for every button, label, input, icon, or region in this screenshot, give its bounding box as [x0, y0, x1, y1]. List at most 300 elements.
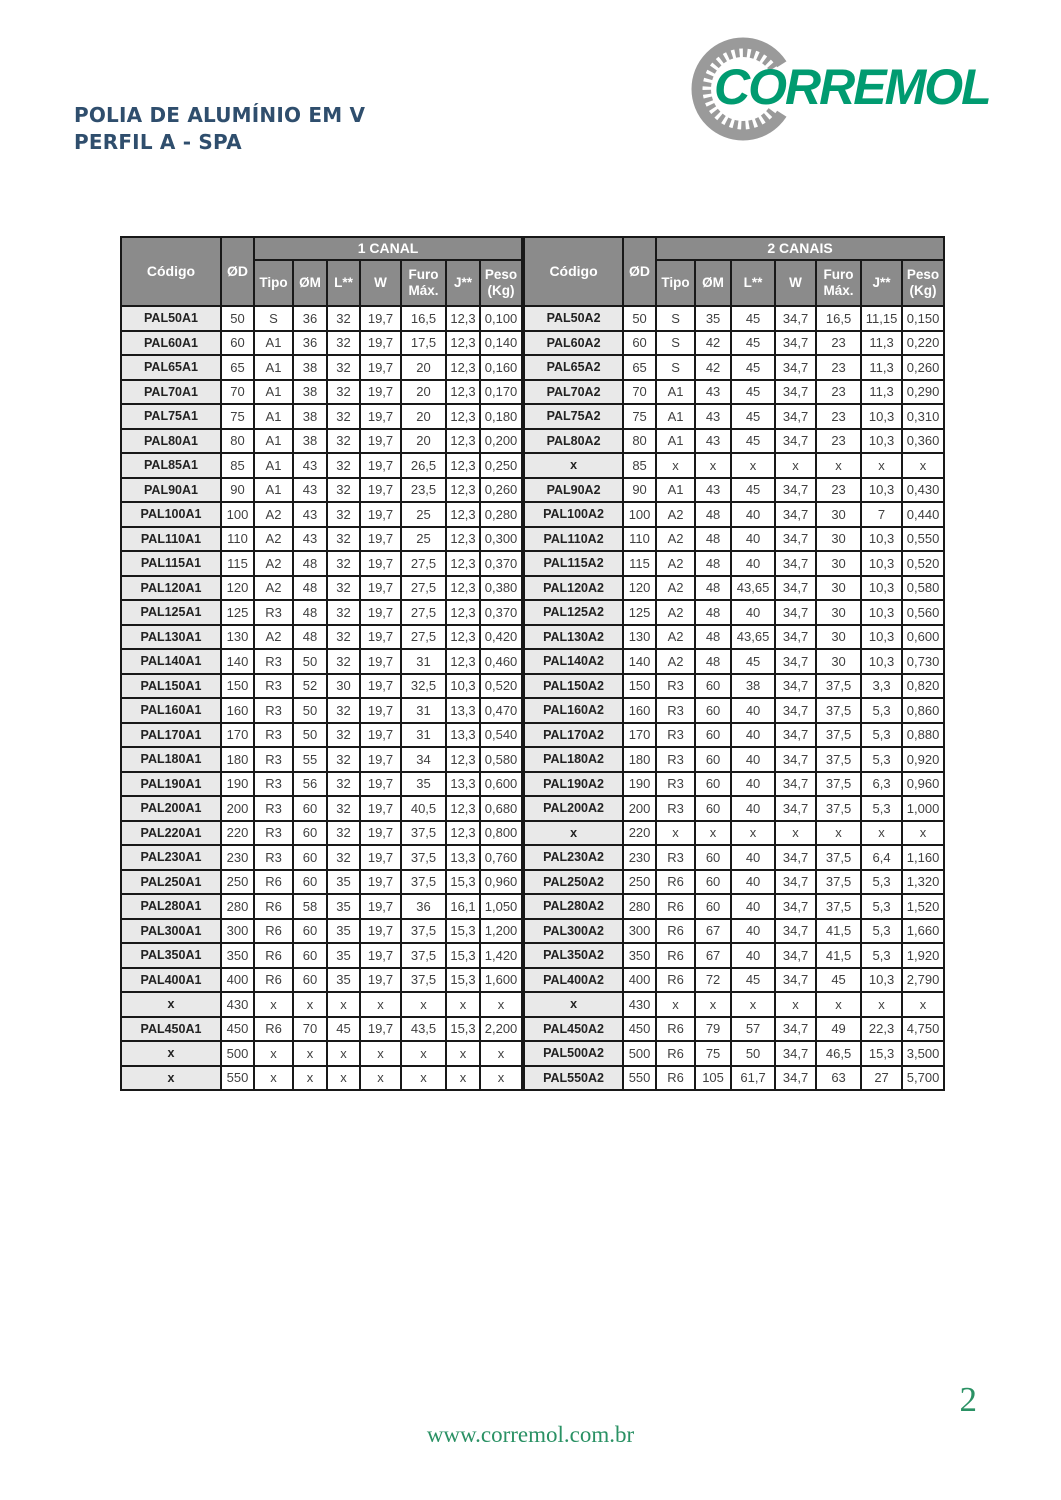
value-cell: 32	[327, 502, 360, 527]
value-cell: 34,7	[775, 698, 816, 723]
value-cell: 0,680	[480, 796, 523, 821]
value-cell: 34,7	[775, 404, 816, 429]
table-row	[121, 1017, 944, 1042]
value-cell: x	[861, 992, 902, 1017]
value-cell: 130	[221, 625, 254, 650]
value-cell: 0,960	[902, 772, 944, 797]
value-cell: 34,7	[775, 870, 816, 895]
value-cell: 37,5	[816, 698, 861, 723]
value-cell: 48	[695, 600, 731, 625]
value-cell: 6,3	[861, 772, 902, 797]
col-header-w-2canais: W	[775, 260, 816, 306]
value-cell: 250	[623, 870, 656, 895]
value-cell: x	[695, 992, 731, 1017]
value-cell: 12,3	[446, 404, 480, 429]
value-cell: x	[254, 1066, 293, 1091]
value-cell: 34,7	[775, 600, 816, 625]
value-cell: 16,5	[816, 306, 861, 331]
value-cell: 100	[623, 502, 656, 527]
value-cell: 27	[861, 1066, 902, 1091]
codigo-cell: PAL400A2	[523, 968, 623, 993]
value-cell: 11,15	[861, 306, 902, 331]
value-cell: 0,310	[902, 404, 944, 429]
value-cell: 57	[731, 1017, 775, 1042]
value-cell: 15,3	[446, 870, 480, 895]
value-cell: A2	[254, 527, 293, 552]
value-cell: 32	[327, 772, 360, 797]
website-link[interactable]: www.corremol.com.br	[426, 1422, 635, 1447]
value-cell: 16,5	[401, 306, 446, 331]
table-row	[121, 919, 944, 944]
value-cell: x	[695, 821, 731, 846]
value-cell: 0,200	[480, 429, 523, 454]
value-cell: 0,520	[902, 551, 944, 576]
value-cell: 79	[695, 1017, 731, 1042]
value-cell: 70	[221, 380, 254, 405]
value-cell: 90	[623, 478, 656, 503]
codigo-cell: PAL130A2	[523, 625, 623, 650]
value-cell: 65	[623, 355, 656, 380]
table-row	[121, 992, 944, 1017]
value-cell: 37,5	[816, 870, 861, 895]
codigo-cell: PAL70A2	[523, 380, 623, 405]
value-cell: 34,7	[775, 894, 816, 919]
value-cell: A1	[656, 404, 695, 429]
value-cell: 32,5	[401, 674, 446, 699]
value-cell: 19,7	[360, 747, 401, 772]
value-cell: 70	[293, 1017, 327, 1042]
value-cell: 19,7	[360, 502, 401, 527]
value-cell: 60	[695, 772, 731, 797]
value-cell: 48	[695, 625, 731, 650]
value-cell: 32	[327, 845, 360, 870]
value-cell: 34,7	[775, 674, 816, 699]
codigo-cell: PAL70A1	[121, 380, 221, 405]
value-cell: 34,7	[775, 772, 816, 797]
value-cell: A1	[656, 380, 695, 405]
value-cell: 120	[623, 576, 656, 601]
value-cell: 500	[623, 1041, 656, 1066]
value-cell: x	[731, 453, 775, 478]
table-row	[121, 576, 944, 601]
value-cell: 10,3	[861, 404, 902, 429]
value-cell: 32	[327, 527, 360, 552]
value-cell: 34,7	[775, 551, 816, 576]
value-cell: 12,3	[446, 380, 480, 405]
value-cell: 12,3	[446, 355, 480, 380]
value-cell: 400	[623, 968, 656, 993]
value-cell: 30	[816, 600, 861, 625]
table-row	[121, 698, 944, 723]
value-cell: 550	[221, 1066, 254, 1091]
table-row	[121, 894, 944, 919]
value-cell: 200	[623, 796, 656, 821]
value-cell: 48	[293, 551, 327, 576]
value-cell: 31	[401, 649, 446, 674]
value-cell: 40	[731, 870, 775, 895]
col-header-l-1canal: L**	[327, 260, 360, 306]
value-cell: 72	[695, 968, 731, 993]
value-cell: 450	[221, 1017, 254, 1042]
value-cell: 23	[816, 478, 861, 503]
value-cell: 30	[816, 576, 861, 601]
value-cell: x	[775, 453, 816, 478]
value-cell: 48	[293, 625, 327, 650]
value-cell: 45	[731, 355, 775, 380]
value-cell: 34,7	[775, 306, 816, 331]
value-cell: 0,250	[480, 453, 523, 478]
value-cell: 50	[293, 723, 327, 748]
value-cell: 36	[293, 306, 327, 331]
value-cell: 12,3	[446, 502, 480, 527]
value-cell: 60	[293, 821, 327, 846]
value-cell: 90	[221, 478, 254, 503]
value-cell: A1	[254, 429, 293, 454]
codigo-cell: PAL90A2	[523, 478, 623, 503]
codigo-cell: PAL170A1	[121, 723, 221, 748]
value-cell: 10,3	[861, 968, 902, 993]
value-cell: 31	[401, 723, 446, 748]
value-cell: 34,7	[775, 1066, 816, 1091]
value-cell: 35	[695, 306, 731, 331]
table-header-row-groups	[121, 237, 944, 260]
value-cell: x	[480, 1066, 523, 1091]
value-cell: 150	[623, 674, 656, 699]
codigo-cell: PAL50A2	[523, 306, 623, 331]
value-cell: 20	[401, 380, 446, 405]
value-cell: 350	[623, 943, 656, 968]
value-cell: 43	[695, 404, 731, 429]
value-cell: 32	[327, 796, 360, 821]
value-cell: 230	[623, 845, 656, 870]
value-cell: x	[902, 992, 944, 1017]
value-cell: 40	[731, 502, 775, 527]
value-cell: 43	[293, 478, 327, 503]
value-cell: 1,600	[480, 968, 523, 993]
value-cell: 60	[695, 698, 731, 723]
value-cell: 45	[327, 1017, 360, 1042]
value-cell: 61,7	[731, 1066, 775, 1091]
value-cell: R6	[656, 1017, 695, 1042]
value-cell: 430	[623, 992, 656, 1017]
value-cell: 1,660	[902, 919, 944, 944]
value-cell: 50	[293, 698, 327, 723]
value-cell: A2	[254, 625, 293, 650]
codigo-cell: PAL60A2	[523, 331, 623, 356]
value-cell: 19,7	[360, 478, 401, 503]
value-cell: 1,200	[480, 919, 523, 944]
value-cell: 19,7	[360, 845, 401, 870]
value-cell: 32	[327, 698, 360, 723]
value-cell: 16,1	[446, 894, 480, 919]
value-cell: x	[861, 821, 902, 846]
codigo-cell: PAL115A1	[121, 551, 221, 576]
value-cell: 43	[293, 502, 327, 527]
value-cell: R6	[656, 870, 695, 895]
value-cell: 0,560	[902, 600, 944, 625]
value-cell: 75	[623, 404, 656, 429]
value-cell: 0,260	[480, 478, 523, 503]
value-cell: x	[293, 1041, 327, 1066]
value-cell: 0,360	[902, 429, 944, 454]
value-cell: 550	[623, 1066, 656, 1091]
value-cell: R6	[656, 1066, 695, 1091]
codigo-cell: PAL450A2	[523, 1017, 623, 1042]
codigo-cell: PAL170A2	[523, 723, 623, 748]
value-cell: 19,7	[360, 625, 401, 650]
value-cell: 32	[327, 331, 360, 356]
value-cell: A2	[254, 502, 293, 527]
value-cell: 37,5	[401, 968, 446, 993]
value-cell: 46,5	[816, 1041, 861, 1066]
value-cell: 12,3	[446, 576, 480, 601]
value-cell: R6	[656, 1041, 695, 1066]
value-cell: 23	[816, 380, 861, 405]
value-cell: 32	[327, 625, 360, 650]
value-cell: 280	[623, 894, 656, 919]
value-cell: R3	[254, 723, 293, 748]
value-cell: x	[327, 1041, 360, 1066]
col-header-furomax-1canal: Furo Máx.	[401, 260, 446, 306]
value-cell: 0,760	[480, 845, 523, 870]
col-header-peso-1canal: Peso (Kg)	[480, 260, 523, 306]
value-cell: R6	[656, 894, 695, 919]
value-cell: 0,170	[480, 380, 523, 405]
codigo-cell: x	[121, 1041, 221, 1066]
value-cell: x	[816, 453, 861, 478]
value-cell: 19,7	[360, 870, 401, 895]
value-cell: 30	[816, 649, 861, 674]
value-cell: 37,5	[816, 747, 861, 772]
value-cell: 32	[327, 429, 360, 454]
value-cell: R3	[656, 796, 695, 821]
col-header-j-2canais: J**	[861, 260, 902, 306]
value-cell: 27,5	[401, 551, 446, 576]
value-cell: 10,3	[861, 429, 902, 454]
value-cell: 27,5	[401, 576, 446, 601]
value-cell: 300	[623, 919, 656, 944]
value-cell: R3	[254, 674, 293, 699]
codigo-cell: PAL300A1	[121, 919, 221, 944]
value-cell: R3	[254, 698, 293, 723]
table-row	[121, 625, 944, 650]
codigo-cell: PAL160A1	[121, 698, 221, 723]
codigo-cell: PAL80A2	[523, 429, 623, 454]
col-header-od-2canais: ØD	[623, 237, 656, 306]
value-cell: 34,7	[775, 845, 816, 870]
value-cell: R3	[656, 772, 695, 797]
codigo-cell: PAL85A1	[121, 453, 221, 478]
value-cell: 0,220	[902, 331, 944, 356]
value-cell: 0,370	[480, 551, 523, 576]
value-cell: A2	[254, 576, 293, 601]
value-cell: 40	[731, 943, 775, 968]
value-cell: A2	[656, 649, 695, 674]
value-cell: 150	[221, 674, 254, 699]
codigo-cell: PAL120A2	[523, 576, 623, 601]
value-cell: 40	[731, 600, 775, 625]
value-cell: 10,3	[861, 649, 902, 674]
value-cell: A2	[656, 527, 695, 552]
codigo-cell: PAL350A1	[121, 943, 221, 968]
value-cell: 0,580	[902, 576, 944, 601]
value-cell: 19,7	[360, 649, 401, 674]
value-cell: 11,3	[861, 355, 902, 380]
value-cell: 11,3	[861, 380, 902, 405]
codigo-cell: PAL115A2	[523, 551, 623, 576]
codigo-cell: PAL125A1	[121, 600, 221, 625]
value-cell: 48	[695, 502, 731, 527]
value-cell: x	[656, 821, 695, 846]
value-cell: 38	[293, 404, 327, 429]
value-cell: 12,3	[446, 821, 480, 846]
value-cell: 48	[695, 551, 731, 576]
col-header-om-1canal: ØM	[293, 260, 327, 306]
codigo-cell: PAL500A2	[523, 1041, 623, 1066]
value-cell: x	[731, 821, 775, 846]
value-cell: 12,3	[446, 649, 480, 674]
value-cell: 500	[221, 1041, 254, 1066]
value-cell: x	[360, 1066, 401, 1091]
value-cell: 19,7	[360, 600, 401, 625]
col-header-j-1canal: J**	[446, 260, 480, 306]
value-cell: 60	[293, 919, 327, 944]
codigo-cell: PAL90A1	[121, 478, 221, 503]
value-cell: 45	[731, 380, 775, 405]
value-cell: 34,7	[775, 1017, 816, 1042]
value-cell: 34,7	[775, 331, 816, 356]
value-cell: 63	[816, 1066, 861, 1091]
value-cell: x	[327, 1066, 360, 1091]
value-cell: 0,580	[480, 747, 523, 772]
value-cell: 19,7	[360, 331, 401, 356]
value-cell: 0,300	[480, 527, 523, 552]
value-cell: 36	[293, 331, 327, 356]
codigo-cell: x	[523, 453, 623, 478]
codigo-cell: PAL190A1	[121, 772, 221, 797]
value-cell: R3	[254, 747, 293, 772]
codigo-cell: PAL190A2	[523, 772, 623, 797]
value-cell: 5,3	[861, 723, 902, 748]
value-cell: 43	[293, 527, 327, 552]
value-cell: 5,3	[861, 747, 902, 772]
value-cell: 34,7	[775, 380, 816, 405]
value-cell: 220	[221, 821, 254, 846]
value-cell: 160	[221, 698, 254, 723]
value-cell: x	[480, 992, 523, 1017]
codigo-cell: PAL220A1	[121, 821, 221, 846]
col-header-codigo-2canais: Código	[523, 237, 623, 306]
value-cell: x	[360, 1041, 401, 1066]
value-cell: A1	[656, 429, 695, 454]
value-cell: x	[902, 453, 944, 478]
value-cell: 12,3	[446, 600, 480, 625]
group-header-1canal: 1 CANAL	[254, 237, 523, 260]
value-cell: 0,140	[480, 331, 523, 356]
value-cell: 125	[221, 600, 254, 625]
value-cell: R6	[254, 919, 293, 944]
table-row	[121, 870, 944, 895]
value-cell: 32	[327, 380, 360, 405]
table-row	[121, 796, 944, 821]
value-cell: 34,7	[775, 968, 816, 993]
value-cell: 40	[731, 845, 775, 870]
codigo-cell: PAL450A1	[121, 1017, 221, 1042]
value-cell: 400	[221, 968, 254, 993]
value-cell: 0,880	[902, 723, 944, 748]
value-cell: S	[254, 306, 293, 331]
table-row	[121, 674, 944, 699]
value-cell: x	[254, 1041, 293, 1066]
value-cell: 5,3	[861, 943, 902, 968]
value-cell: 19,7	[360, 919, 401, 944]
value-cell: A2	[656, 625, 695, 650]
value-cell: 43,65	[731, 576, 775, 601]
value-cell: 50	[221, 306, 254, 331]
value-cell: 58	[293, 894, 327, 919]
codigo-cell: PAL60A1	[121, 331, 221, 356]
value-cell: 0,370	[480, 600, 523, 625]
value-cell: 34,7	[775, 1041, 816, 1066]
col-header-w-1canal: W	[360, 260, 401, 306]
table-row	[121, 380, 944, 405]
table-row	[121, 478, 944, 503]
value-cell: 1,000	[902, 796, 944, 821]
value-cell: 36	[401, 894, 446, 919]
value-cell: 0,920	[902, 747, 944, 772]
value-cell: 19,7	[360, 698, 401, 723]
value-cell: 19,7	[360, 772, 401, 797]
value-cell: 1,420	[480, 943, 523, 968]
value-cell: 19,7	[360, 1017, 401, 1042]
value-cell: x	[401, 1041, 446, 1066]
value-cell: 12,3	[446, 625, 480, 650]
value-cell: 60	[293, 845, 327, 870]
value-cell: 48	[695, 576, 731, 601]
value-cell: S	[656, 331, 695, 356]
codigo-cell: PAL140A2	[523, 649, 623, 674]
value-cell: 1,920	[902, 943, 944, 968]
value-cell: 120	[221, 576, 254, 601]
value-cell: 250	[221, 870, 254, 895]
value-cell: 45	[731, 429, 775, 454]
value-cell: 32	[327, 453, 360, 478]
value-cell: R6	[254, 1017, 293, 1042]
value-cell: 12,3	[446, 527, 480, 552]
value-cell: 6,4	[861, 845, 902, 870]
col-header-tipo-2canais: Tipo	[656, 260, 695, 306]
value-cell: 60	[623, 331, 656, 356]
value-cell: x	[816, 992, 861, 1017]
codigo-cell: PAL75A2	[523, 404, 623, 429]
value-cell: 34,7	[775, 478, 816, 503]
value-cell: 1,320	[902, 870, 944, 895]
value-cell: 2,200	[480, 1017, 523, 1042]
codigo-cell: x	[121, 1066, 221, 1091]
codigo-cell: PAL280A2	[523, 894, 623, 919]
value-cell: 12,3	[446, 478, 480, 503]
value-cell: 0,820	[902, 674, 944, 699]
value-cell: 48	[695, 527, 731, 552]
col-header-furomax-2canais: Furo Máx.	[816, 260, 861, 306]
value-cell: 37,5	[816, 845, 861, 870]
value-cell: 37,5	[816, 894, 861, 919]
value-cell: 5,3	[861, 870, 902, 895]
value-cell: A1	[254, 355, 293, 380]
value-cell: x	[293, 1066, 327, 1091]
value-cell: 34,7	[775, 527, 816, 552]
value-cell: 60	[695, 894, 731, 919]
